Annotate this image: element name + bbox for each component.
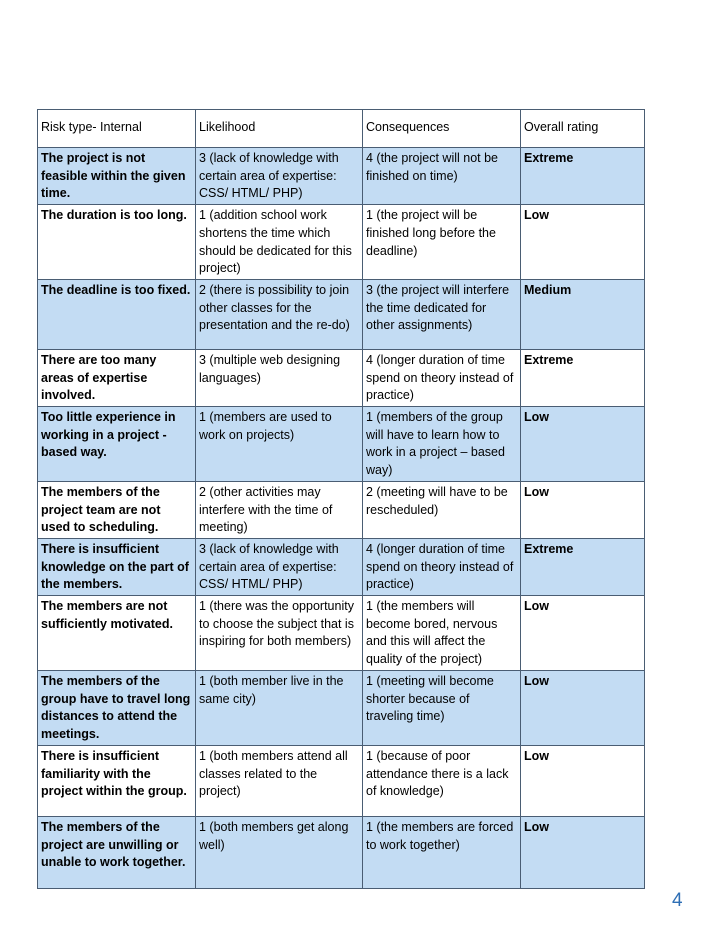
risk-cell: There is insufficient familiarity with the project within the group.: [38, 745, 196, 816]
rating-cell: Medium: [521, 279, 645, 349]
rating-cell: Low: [521, 407, 645, 482]
table-row: [38, 481, 645, 538]
consequences-cell: 1 (the members are forced to work together): [363, 816, 521, 888]
likelihood-cell: 3 (lack of knowledge with certain area of expertise: CSS/ HTML/ PHP): [196, 538, 363, 595]
rating-cell: Low: [521, 670, 645, 745]
risk-cell: The members of the project are unwilling or unable to work together.: [38, 816, 196, 888]
likelihood-cell: 3 (multiple web designing languages): [196, 349, 363, 406]
likelihood-cell: 1 (both members attend all classes related to the project): [196, 745, 363, 816]
rating-cell: Low: [521, 745, 645, 816]
table-row: [38, 205, 645, 280]
consequences-cell: 3 (the project will interfere the time dedicated for other assignments): [363, 279, 521, 349]
table-row: [38, 407, 645, 482]
rating-cell: Extreme: [521, 538, 645, 595]
risk-cell: The members are not sufficiently motivated.: [38, 596, 196, 671]
consequences-cell: 1 (members of the group will have to learn how to work in a project – based way): [363, 407, 521, 482]
table-row: [38, 596, 645, 671]
risk-cell: The members of the project team are not used to scheduling.: [38, 481, 196, 538]
page-number: 4: [672, 890, 683, 911]
rating-cell: Low: [521, 816, 645, 888]
likelihood-cell: 1 (members are used to work on projects): [196, 407, 363, 482]
table-row: [38, 279, 645, 349]
consequences-cell: 1 (meeting will become shorter because of traveling time): [363, 670, 521, 745]
likelihood-cell: 2 (there is possibility to join other classes for the presentation and the re-do): [196, 279, 363, 349]
consequences-cell: 1 (the members will become bored, nervous and this will affect the quality of the project): [363, 596, 521, 671]
header-likelihood: Likelihood: [196, 110, 363, 148]
table-row: [38, 538, 645, 595]
rating-cell: Low: [521, 205, 645, 280]
risk-assessment-table: [37, 109, 645, 889]
table-row: [38, 745, 645, 816]
header-overall-rating: Overall rating: [521, 110, 645, 148]
rating-cell: Low: [521, 481, 645, 538]
consequences-cell: 4 (longer duration of time spend on theory instead of practice): [363, 538, 521, 595]
risk-cell: The duration is too long.: [38, 205, 196, 280]
rating-cell: Extreme: [521, 349, 645, 406]
consequences-cell: 1 (the project will be finished long before the deadline): [363, 205, 521, 280]
risk-cell: The members of the group have to travel long distances to attend the meetings.: [38, 670, 196, 745]
likelihood-cell: 1 (there was the opportunity to choose the subject that is inspiring for both members): [196, 596, 363, 671]
table-row: [38, 148, 645, 205]
likelihood-cell: 3 (lack of knowledge with certain area of expertise: CSS/ HTML/ PHP): [196, 148, 363, 205]
table-row: [38, 670, 645, 745]
consequences-cell: 4 (longer duration of time spend on theory instead of practice): [363, 349, 521, 406]
header-risk-type: Risk type- Internal: [38, 110, 196, 148]
likelihood-cell: 1 (both member live in the same city): [196, 670, 363, 745]
risk-cell: Too little experience in working in a project - based way.: [38, 407, 196, 482]
table-header-row: [38, 110, 645, 148]
risk-cell: The deadline is too fixed.: [38, 279, 196, 349]
risk-cell: The project is not feasible within the given time.: [38, 148, 196, 205]
table-row: [38, 349, 645, 406]
likelihood-cell: 1 (addition school work shortens the time which should be dedicated for this project): [196, 205, 363, 280]
rating-cell: Extreme: [521, 148, 645, 205]
table-row: [38, 816, 645, 888]
likelihood-cell: 2 (other activities may interfere with the time of meeting): [196, 481, 363, 538]
header-consequences: Consequences: [363, 110, 521, 148]
likelihood-cell: 1 (both members get along well): [196, 816, 363, 888]
risk-cell: There is insufficient knowledge on the part of the members.: [38, 538, 196, 595]
consequences-cell: 1 (because of poor attendance there is a lack of knowledge): [363, 745, 521, 816]
rating-cell: Low: [521, 596, 645, 671]
consequences-cell: 4 (the project will not be finished on time): [363, 148, 521, 205]
risk-cell: There are too many areas of expertise involved.: [38, 349, 196, 406]
consequences-cell: 2 (meeting will have to be rescheduled): [363, 481, 521, 538]
